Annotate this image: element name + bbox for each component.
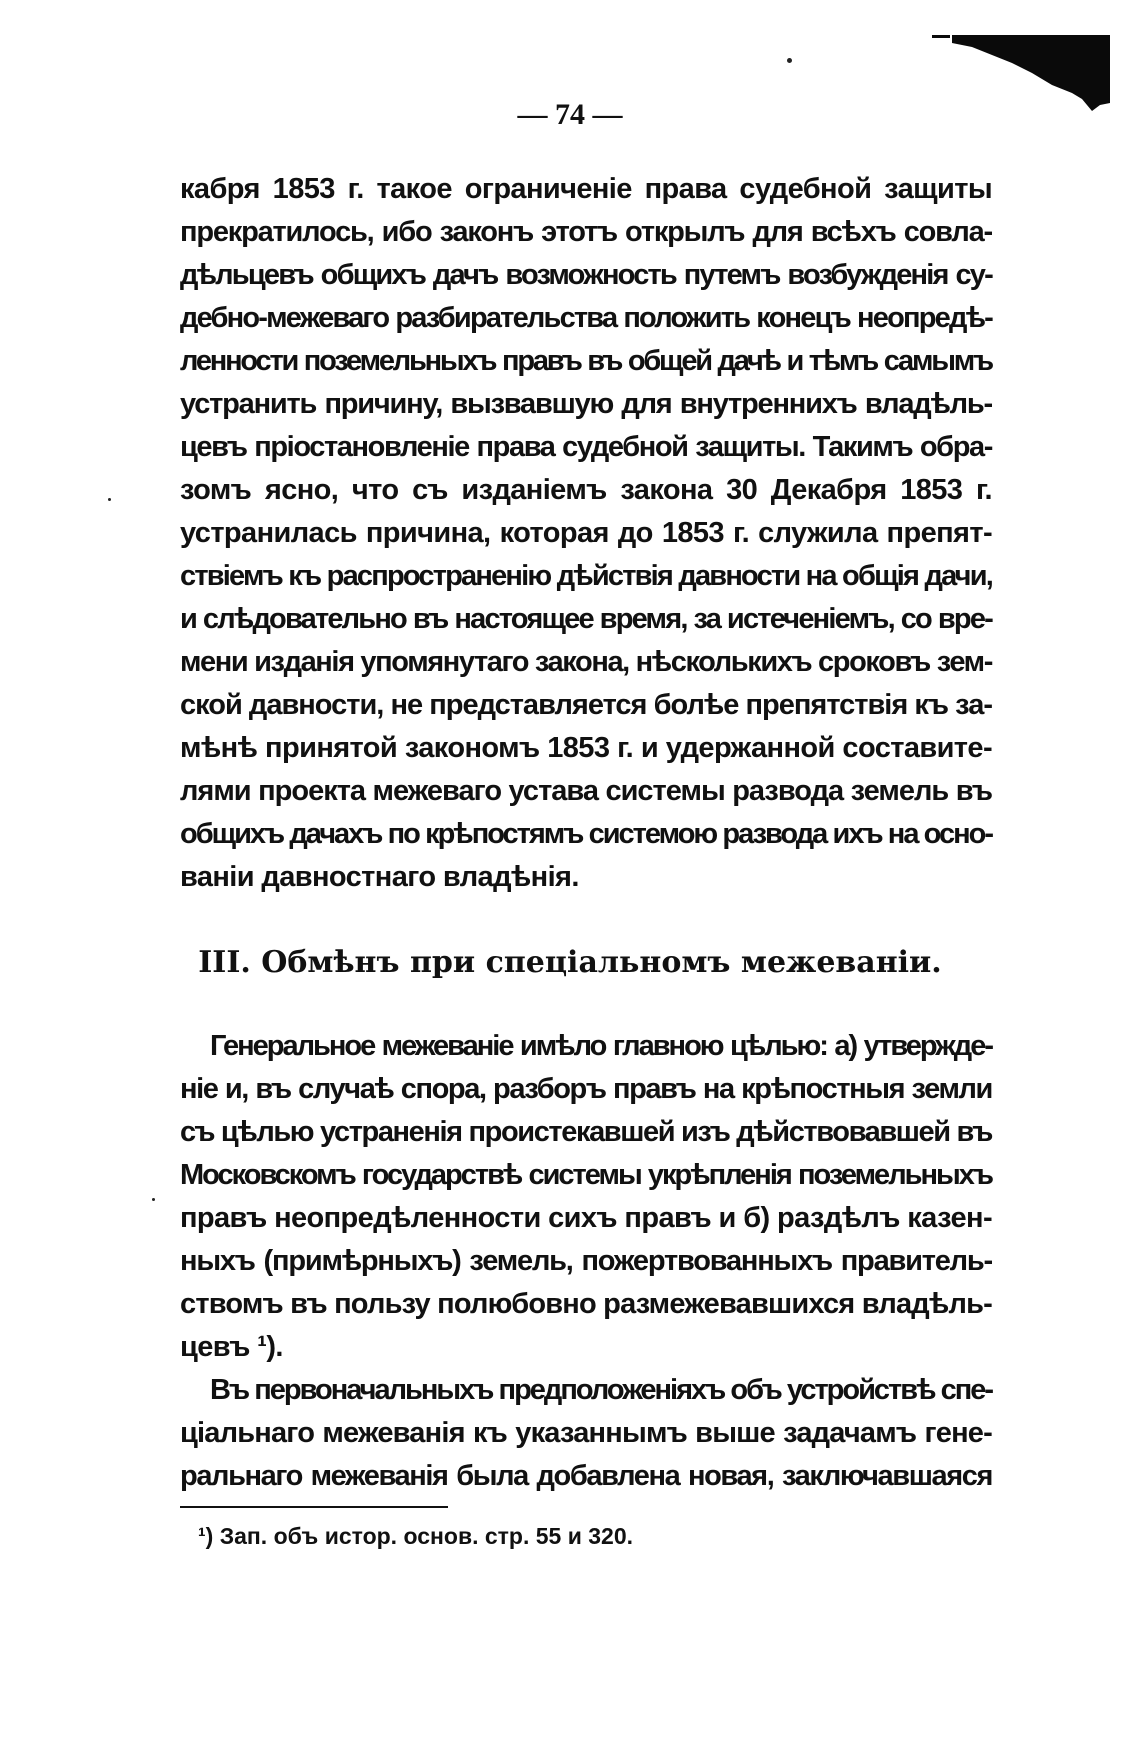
text-line: зомъ ясно, что съ изданіемъ закона 30 Декабря 1853 г. [180,474,992,506]
text-line: и слѣдовательно въ настоящее время, за истеченіемъ, со вре- [180,603,992,635]
text-line: мени изданія упомянутаго закона, нѣсколькихъ сроковъ зем- [180,646,992,678]
text-line: ствіемъ къ распространенію дѣйствія давности на общія дачи, [180,560,992,592]
text-line: дѣльцевъ общихъ дачъ возможность путемъ возбужденія су- [180,259,992,291]
text-line: ральнаго межеванія была добавлена новая, заключавшаяся [180,1460,992,1492]
page-number: — 74 — [517,98,623,131]
text-line: ленности поземельныхъ правъ въ общей дачѣ и тѣмъ самымъ [180,345,992,377]
text-line: ской давности, не представляется болѣе препятствія къ за- [180,689,992,721]
text-line: ніе и, въ случаѣ спора, разборъ правъ на крѣпостныя земли [180,1073,992,1105]
text-line: цевъ ¹). [180,1331,283,1363]
text-line: ствомъ въ пользу полюбовно размежевавшихся владѣль- [180,1288,992,1320]
text-line: съ цѣлью устраненія проистекавшей изъ дѣйствовавшей въ [180,1116,992,1148]
text-line: цевъ пріостановленіе права судебной защиты. Такимъ обра- [180,431,992,463]
text-line: Генеральное межеваніе имѣло главною цѣлью: а) утвержде- [210,1030,992,1062]
text-line: мѣнѣ принятой закономъ 1853 г. и удержанной составите- [180,732,992,764]
footnote-rule [180,1506,448,1508]
text-line: общихъ дачахъ по крѣпостямъ системою развода ихъ на осно- [180,818,992,850]
speck [108,498,111,501]
text-line: устранить причину, вызвавшую для внутреннихъ владѣль- [180,388,992,420]
text-line: устранилась причина, которая до 1853 г. служила препят- [180,517,992,549]
speck [787,58,792,63]
text-line: Въ первоначальныхъ предположеніяхъ объ устройствѣ спе- [210,1374,992,1406]
paragraph-continuation [180,168,992,899]
text-line: Московскомъ государствѣ системы укрѣпленія поземельныхъ [180,1159,992,1191]
text-line: дебно-межеваго разбирательства положить конецъ неопредѣ- [180,302,992,334]
paragraph-special-survey [180,1369,992,1498]
section-heading: III. Обмѣнъ при спеціальномъ межеваніи. [198,945,942,980]
text-line: правъ неопредѣленности сихъ правъ и б) раздѣлъ казен- [180,1202,992,1234]
paragraph-general-survey [180,1025,992,1369]
text-line: кабря 1853 г. такое ограниченіе права судебной защиты [180,173,992,205]
footnote: ¹) Зап. объ истор. основ. стр. 55 и 320. [198,1523,634,1549]
text-line: ныхъ (примѣрныхъ) земель, пожертвованныхъ правитель- [180,1245,992,1277]
text-line: лями проекта межеваго устава системы развода земель въ [180,775,992,807]
speck [152,1198,155,1201]
text-line: прекратилось, ибо законъ этотъ открылъ для всѣхъ совла- [180,216,992,248]
text-line: ваніи давностнаго владѣнія. [180,861,579,893]
text-line: ціальнаго межеванія къ указаннымъ выше задачамъ гене- [180,1417,992,1449]
